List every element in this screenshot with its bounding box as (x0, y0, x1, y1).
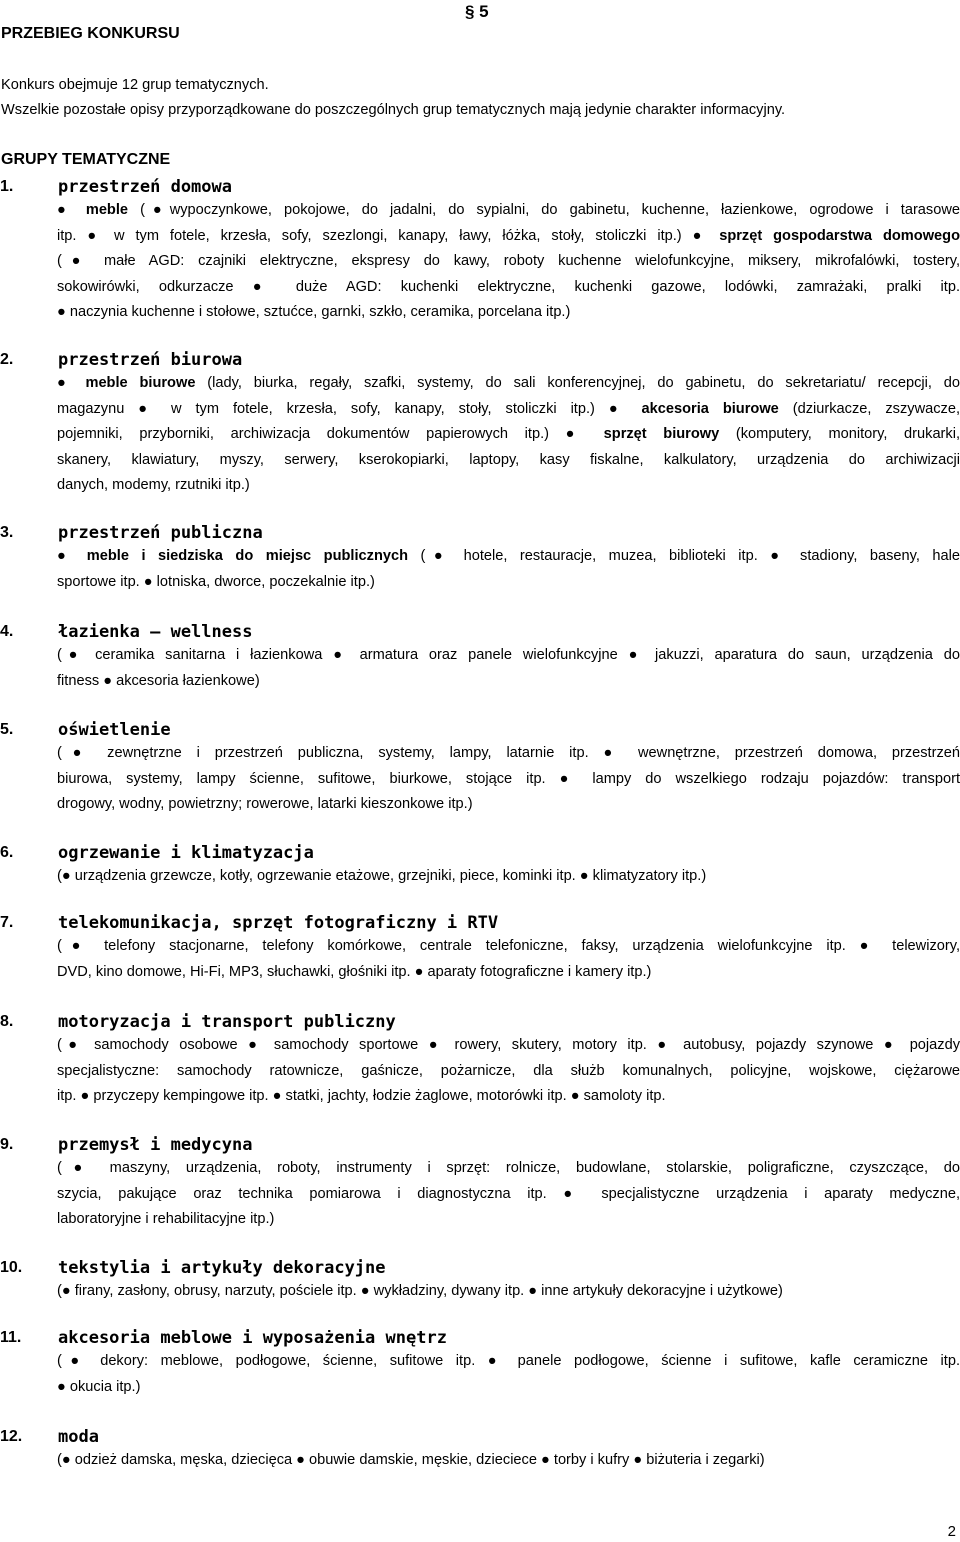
description-line: ● okucia itp.) (57, 1378, 141, 1395)
group-title: łazienka – wellness (58, 622, 253, 642)
group-title: akcesoria meblowe i wyposażenia wnętrz (58, 1328, 447, 1348)
group-number: 11. (0, 1329, 22, 1346)
description-line: biurowa, systemy, lampy ścienne, sufitowe, biurkowe, stojące itp. ● lampy do wszelkiego rodzaju pojazdów: transport (57, 770, 960, 787)
category-label: meble biurowe (85, 375, 196, 391)
group-title: przestrzeń publiczna (58, 523, 263, 543)
description-line: sportowe itp. ● lotniska, dworce, poczekalnie itp.) (57, 573, 375, 590)
description-line: (● zewnętrzne i przestrzeń publiczna, systemy, lampy, latarnie itp. ● wewnętrzne, przestrzeń domowa, przestrzeń (57, 745, 960, 761)
description-line: szycia, pakujące oraz technika pomiarowa i diagnostyczna itp. ● specjalistyczne urządzenia i aparaty medyczne, (57, 1185, 960, 1202)
group-description (57, 544, 960, 595)
group-title: tekstylia i artykuły dekoracyjne (58, 1258, 386, 1278)
section-title: PRZEBIEG KONKURSU (1, 25, 180, 42)
group-number: 9. (0, 1136, 14, 1153)
group-description (57, 1156, 960, 1233)
group-number: 7. (0, 914, 14, 931)
group-description (57, 371, 960, 499)
group-description (57, 643, 960, 694)
group-description (57, 741, 960, 818)
description-line: (● małe AGD: czajniki elektryczne, ekspresy do kawy, roboty kuchenne wielofunkcyjne, miksery, mikrofalówki, tostery, (57, 253, 960, 269)
description-line: (● firany, zasłony, obrusy, narzuty, pościele itp. ● wykładziny, dywany itp. ● inne artykuły dekoracyjne i użytkowe) (57, 1283, 783, 1299)
description-line: fitness ● akcesoria łazienkowe) (57, 672, 260, 689)
intro-line-2: Wszelkie pozostałe opisy przyporządkowane do poszczególnych grup tematycznych mają jedynie charakter informacyjny. (1, 102, 786, 118)
group-number: 6. (0, 844, 14, 861)
description-line: (● odzież damska, męska, dziecięca ● obuwie damskie, męskie, dzieciece ● torby i kufry ● biżuteria i zegarki) (57, 1452, 765, 1468)
groups-heading: GRUPY TEMATYCZNE (1, 151, 171, 168)
group-title: przemysł i medycyna (58, 1135, 253, 1155)
description-line: (● maszyny, urządzenia, roboty, instrumenty i sprzęt: rolnicze, budowlane, stolarskie, poligraficzne, czyszczące, do (57, 1160, 960, 1176)
group-title: przestrzeń biurowa (58, 350, 243, 370)
intro-line-1: Konkurs obejmuje 12 grup tematycznych. (1, 77, 269, 93)
group-title: ogrzewanie i klimatyzacja (58, 843, 314, 863)
group-title: telekomunikacja, sprzęt fotograficzny i RTV (58, 913, 499, 933)
description-line: itp. ● w tym fotele, krzesła, sofy, szezlongi, kanapy, ławy, łóżka, stoły, stoliczki itp.) ● sprzęt gospodarstwa domowego (57, 227, 960, 244)
description-line: skanery, klawiatury, myszy, serwery, kserokopiarki, laptopy, kasy fiskalne, kalkulatory, urządzenia do archiwizacji (57, 451, 960, 468)
group-description (57, 198, 960, 326)
description-line: pojemniki, przyborniki, archiwizacja dokumentów papierowych itp.) ● sprzęt biurowy (komputery, monitory, drukarki, (57, 426, 960, 442)
group-number: 12. (0, 1428, 23, 1445)
group-number: 5. (0, 721, 14, 738)
group-title: motoryzacja i transport publiczny (58, 1012, 396, 1032)
category-label: sprzęt gospodarstwa domowego (719, 227, 960, 244)
description-line: drogowy, wodny, powietrzny; rowerowe, latarki kieszonkowe itp.) (57, 796, 473, 812)
description-line: specjalistyczne: samochody ratownicze, gaśnicze, pożarnicze, dla służb komunalnych, policyjne, wojskowe, ciężarowe (57, 1062, 960, 1079)
group-description (57, 1279, 960, 1305)
description-line: sokowirówki, odkurzacze ● duże AGD: kuchenki elektryczne, kuchenki gazowe, lodówki, zamrażaki, pralki itp. (57, 278, 960, 295)
group-title: moda (58, 1427, 99, 1447)
description-line: ● naczynia kuchenne i stołowe, sztućce, garnki, szkło, ceramika, porcelana itp.) (57, 304, 571, 320)
category-label: sprzęt biurowy (603, 426, 720, 442)
description-line: (● ceramika sanitarna i łazienkowa ● armatura oraz panele wielofunkcyjne ● jakuzzi, aparatura do saun, urządzenia do (57, 647, 960, 663)
description-line: itp. ● przyczepy kempingowe itp. ● statki, jachty, łodzie żaglowe, motorówki itp. ● samoloty itp. (57, 1088, 666, 1104)
group-number: 10. (0, 1259, 23, 1276)
description-line: DVD, kino domowe, Hi-Fi, MP3, słuchawki, głośniki itp. ● aparaty fotograficzne i kamery itp.) (57, 963, 652, 980)
group-description (57, 934, 960, 985)
group-number: 4. (0, 623, 14, 640)
description-line: (● urządzenia grzewcze, kotły, ogrzewanie etażowe, grzejniki, piece, kominki itp. ● klimatyzatory itp.) (57, 868, 707, 884)
group-number: 3. (0, 524, 14, 541)
group-description (57, 864, 960, 890)
description-line: (● telefony stacjonarne, telefony komórkowe, centrale telefoniczne, faksy, urządzenia wielofunkcyjne itp. ● telewizory, (57, 938, 960, 954)
description-line: (● dekory: meblowe, podłogowe, ścienne, sufitowe itp. ● panele podłogowe, ścienne i sufitowe, kafle ceramiczne itp. (57, 1353, 960, 1369)
description-line: laboratoryjne i rehabilitacyjne itp.) (57, 1211, 275, 1227)
description-line: magazynu ● w tym fotele, krzesła, sofy, kanapy, stoły, stoliczki itp.) ● akcesoria biurowe (dziurkacze, zszywacze, (57, 400, 960, 417)
group-description (57, 1448, 960, 1474)
group-number: 8. (0, 1013, 14, 1030)
page-number: 2 (947, 1523, 956, 1540)
group-description (57, 1033, 960, 1110)
description-line: danych, modemy, rzutniki itp.) (57, 477, 250, 493)
category-label: akcesoria biurowe (641, 400, 779, 417)
description-line: ● meble i siedziska do miejsc publicznych (● hotele, restauracje, muzea, biblioteki itp. ● stadiony, baseny, hale (57, 548, 960, 564)
group-title: oświetlenie (58, 720, 171, 740)
category-label: meble (85, 202, 129, 218)
description-line: (● samochody osobowe ● samochody sportowe ● rowery, skutery, motory itp. ● autobusy, pojazdy szynowe ● pojazdy (57, 1037, 960, 1053)
group-title: przestrzeń domowa (58, 177, 232, 197)
group-number: 2. (0, 351, 14, 368)
description-line: ● meble biurowe (lady, biurka, regały, szafki, systemy, do sali konferencyjnej, do gabinetu, do sekretariatu/ recepcji, do (57, 375, 960, 391)
description-line: ● meble (●wypoczynkowe, pokojowe, do jadalni, do sypialni, do gabinetu, kuchenne, łazienkowe, ogrodowe i tarasowe (57, 202, 960, 218)
group-description (57, 1349, 960, 1400)
category-label: meble i siedziska do miejsc publicznych (86, 548, 409, 564)
group-number: 1. (0, 178, 14, 195)
section-mark: § 5 (465, 2, 489, 21)
